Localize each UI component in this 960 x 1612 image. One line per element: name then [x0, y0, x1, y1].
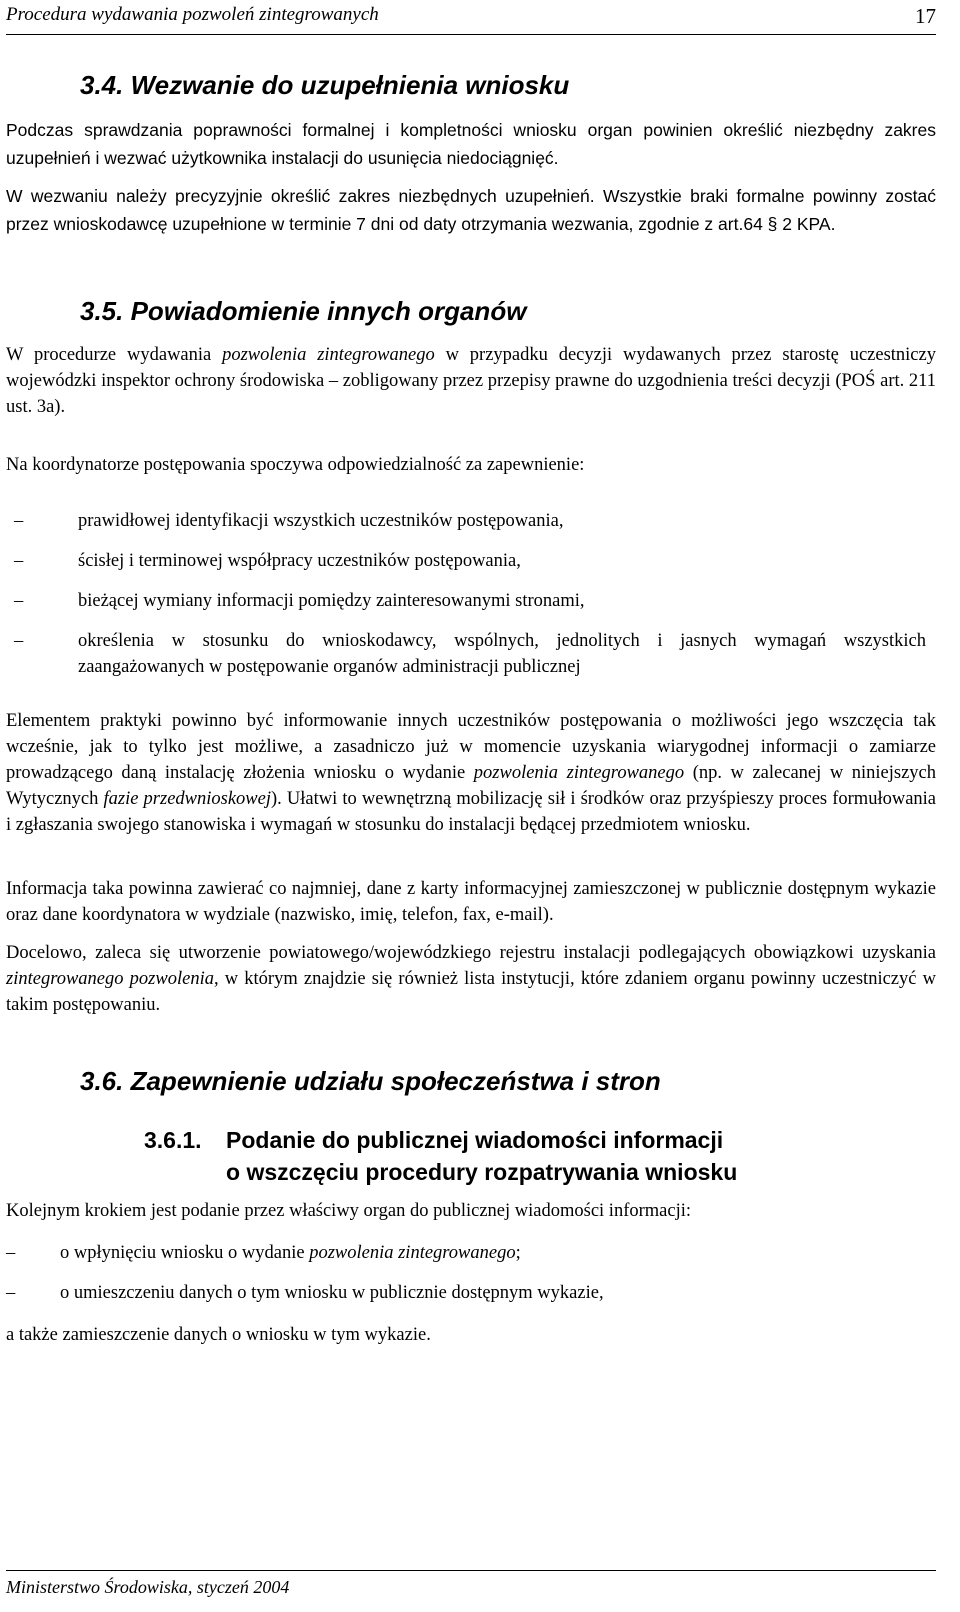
s34-paragraph-1: Podczas sprawdzania poprawności formalnej i kompletności wniosku organ powinien określić niezbędny zakres uzupełnień i wezwać użytkownika instalacji do usunięcia niedociągnięć.: [6, 120, 936, 168]
dash-bullet: –: [6, 1243, 16, 1263]
running-header: [6, 4, 936, 32]
footer-rule: [6, 1570, 936, 1571]
page-number: 17: [915, 4, 936, 28]
page-footer: [6, 1570, 936, 1598]
heading-3-6: 3.6. Zapewnienie udziału społeczeństwa i stron: [80, 1066, 661, 1096]
s35-paragraph-5: Docelowo, zaleca się utworzenie powiatowego/wojewódzkiego rejestru instalacji podlegających obowiązkowi uzyskania zintegrowanego pozwolenia, w którym znajdzie się również lista instytucji, które zdaniem organu powinny uczestniczyć w takim postępowaniu.: [6, 943, 936, 1015]
s34-paragraph-2: W wezwaniu należy precyzyjnie określić zakres niezbędnych uzupełnień. Wszystkie braki formalne powinny zostać przez wnioskodawcę uzupełnione w terminie 7 dni od daty otrzymania wezwania, zgodnie z art.64 § 2 KPA.: [6, 186, 936, 234]
dash-bullet: –: [14, 551, 24, 571]
s35-paragraph-2: Na koordynatorze postępowania spoczywa odpowiedzialność za zapewnienie:: [6, 455, 585, 475]
dash-bullet: –: [14, 591, 24, 611]
dash-bullet: –: [14, 631, 24, 651]
s35-paragraph-4: Informacja taka powinna zawierać co najmniej, dane z karty informacyjnej zamieszczonej w publicznie dostępnym wykazie oraz dane koordynatora w wydziale (nazwisko, imię, telefon, fax, e-mail).: [6, 879, 936, 925]
s35-paragraph-3: Elementem praktyki powinno być informowanie innych uczestników postępowania o możliwości jego wszczęcia tak wcześnie, jak to tylko jest możliwe, a zasadniczo już w momencie uzyskania wiarygodnej informacji o zamiarze prowadzącego daną instalację złożenia wniosku o wydanie pozwolenia zintegrowanego (np. w zalecanej w niniejszych Wytycznych fazie przedwnioskowej). Ułatwi to wewnętrzną mobilizację sił i środków oraz przyśpieszy proces formułowania i zgłaszania swojego stanowiska i wymagań w stosunku do instalacji będącej przedmiotem wniosku.: [6, 711, 937, 835]
subsection-number: 3.6.1.: [144, 1127, 202, 1153]
heading-3-4: 3.4. Wezwanie do uzupełnienia wniosku: [80, 70, 570, 100]
subsection-title-line-1: Podanie do publicznej wiadomości informacji: [226, 1127, 724, 1153]
footer-text: Ministerstwo Środowiska, styczeń 2004: [6, 1577, 290, 1597]
dash-bullet: –: [14, 511, 24, 531]
subsection-title-line-2: o wszczęciu procedury rozpatrywania wniosku: [226, 1159, 738, 1185]
header-rule: [6, 34, 936, 35]
s36-paragraph-2: a także zamieszczenie danych o wniosku w tym wykazie.: [6, 1325, 431, 1345]
dash-bullet: –: [6, 1283, 16, 1303]
document-title: Procedura wydawania pozwoleń zintegrowanych: [6, 4, 379, 25]
s36-paragraph-1: Kolejnym krokiem jest podanie przez właściwy organ do publicznej wiadomości informacji:: [6, 1201, 691, 1221]
s35-paragraph-1: W procedurze wydawania pozwolenia zintegrowanego w przypadku decyzji wydawanych przez starostę uczestniczy wojewódzki inspektor ochrony środowiska – zobligowany przez przepisy prawne do uzgodnienia treści decyzji (POŚ art. 211 ust. 3a).: [6, 345, 936, 417]
heading-3-5: 3.5. Powiadomienie innych organów: [80, 296, 527, 326]
